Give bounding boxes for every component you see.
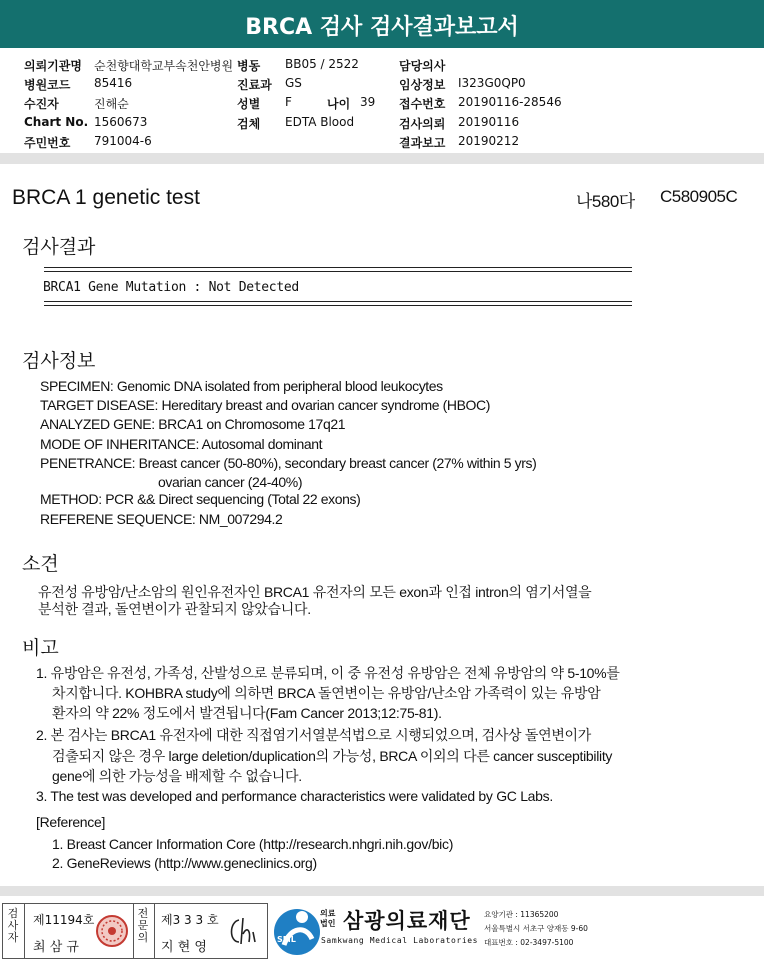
- reference-item: 1. Breast Cancer Information Core (http://research.nhgri.nih.gov/bic): [52, 836, 454, 852]
- header-divider: [0, 153, 764, 164]
- reference-item: 2. GeneReviews (http://www.geneclinics.org): [52, 855, 317, 871]
- result-line: BRCA1 Gene Mutation : Not Detected: [43, 280, 299, 295]
- address: 서울특별시 서초구 양재동 9-60: [484, 924, 588, 933]
- remark-line: gene에 의한 가능성을 배제할 수 없습니다.: [52, 768, 302, 784]
- header-label: 검체: [237, 117, 261, 131]
- org-name: 삼광의료재단: [343, 909, 471, 933]
- result-rule-top-1: [44, 267, 632, 268]
- info-heading: 검사정보: [22, 351, 96, 372]
- header-value: 20190212: [458, 134, 520, 148]
- report-title: BRCA 검사 검사결과보고서: [0, 0, 764, 48]
- box-divider-3: [154, 904, 155, 958]
- patient-info-block: [0, 52, 764, 152]
- header-label: 검사의뢰: [399, 117, 446, 131]
- remark-line: 차지합니다. KOHBRA study에 의하면 BRCA 돌연변이는 유방암/난소암 가족력이 있는 유방암: [52, 685, 601, 701]
- header-value: 1560673: [94, 115, 148, 129]
- footer-divider: [0, 886, 764, 896]
- signature-box: [2, 903, 268, 959]
- header-value: F: [285, 95, 292, 109]
- info-line: METHOD: PCR && Direct sequencing (Total 22 exons): [40, 491, 361, 507]
- info-line: SPECIMEN: Genomic DNA isolated from peripheral blood leukocytes: [40, 378, 443, 394]
- header-label: 담당의사: [399, 59, 446, 73]
- finding-line: 유전성 유방암/난소암의 원인유전자인 BRCA1 유전자의 모든 exon과 인접 intron의 염기서열을: [38, 584, 592, 600]
- header-label: 성별: [237, 97, 261, 111]
- finding-line: 분석한 결과, 돌연변이가 관찰되지 않았습니다.: [38, 601, 311, 617]
- logo-text: SML: [277, 935, 296, 944]
- expert-name: 지 현 영: [161, 940, 207, 955]
- header-label: 병원코드: [24, 78, 71, 92]
- tester-license: 제11194호: [33, 913, 95, 927]
- remark-line: 검출되지 않은 경우 large deletion/duplication의 가능성, BRCA 이외의 다른 cancer susceptibility: [52, 748, 613, 764]
- header-label: 결과보고: [399, 136, 446, 150]
- remarks-heading: 비고: [22, 638, 59, 659]
- result-heading: 검사결과: [22, 237, 96, 258]
- age-value: 39: [360, 95, 376, 109]
- header-value: 85416: [94, 76, 133, 90]
- remark-line: 2. 본 검사는 BRCA1 유전자에 대한 직접염기서열분석법으로 시행되었으며, 검사상 돌연변이가: [36, 727, 591, 743]
- header-label: 접수번호: [399, 97, 446, 111]
- signature-icon: [225, 912, 261, 950]
- header-value: 20190116-28546: [458, 95, 562, 109]
- header-label: Chart No.: [24, 115, 89, 129]
- tester-seal-icon: [95, 914, 129, 948]
- header-label: 의뢰기관명: [24, 59, 82, 73]
- specimen-code: 나580다: [576, 192, 635, 211]
- header-value: 진해순: [94, 97, 129, 111]
- phone: 대표번호 : 02-3497-5100: [484, 938, 574, 947]
- box-divider-2: [133, 904, 134, 958]
- expert-license: 제3 3 3 호: [161, 913, 219, 927]
- header-value: I323G0QP0: [458, 76, 526, 90]
- org-english: Samkwang Medical Laboratories: [321, 936, 479, 945]
- finding-heading: 소견: [22, 554, 59, 575]
- header-label: 임상정보: [399, 78, 446, 92]
- header-value: 20190116: [458, 115, 520, 129]
- org-prefix-1: 의료: [320, 909, 336, 918]
- result-rule-top-2: [44, 271, 632, 272]
- remark-line: 환자의 약 22% 정도에서 발견됩니다(Fam Cancer 2013;12:75-81).: [52, 705, 442, 721]
- info-line: TARGET DISEASE: Hereditary breast and ovarian cancer syndrome (HBOC): [40, 397, 491, 413]
- remark-line: 3. The test was developed and performance characteristics were validated by GC Labs.: [36, 788, 553, 804]
- header-value: 791004-6: [94, 134, 152, 148]
- info-line: ovarian cancer (24-40%): [158, 474, 303, 490]
- reference-heading: [Reference]: [36, 814, 106, 830]
- tester-name: 최 삼 규: [33, 940, 79, 955]
- remark-line: 1. 유방암은 유전성, 가족성, 산발성으로 분류되며, 이 중 유전성 유방암은 전체 유방암의 약 5-10%를: [36, 665, 620, 681]
- header-value: 순천향대학교부속천안병원: [94, 59, 234, 73]
- tester-label: 검사자: [7, 907, 19, 944]
- org-prefix: [320, 909, 335, 929]
- age-label: 나이: [327, 97, 351, 111]
- accession-code: C580905C: [660, 187, 738, 206]
- header-label: 주민번호: [24, 136, 71, 150]
- header-label: 진료과: [237, 78, 272, 92]
- result-rule-bottom-2: [44, 305, 632, 306]
- info-line: PENETRANCE: Breast cancer (50-80%), secondary breast cancer (27% within 5 yrs): [40, 455, 537, 471]
- header-label: 수진자: [24, 97, 59, 111]
- header-value: GS: [285, 76, 302, 90]
- expert-label: 전문의: [137, 907, 149, 944]
- sml-logo-icon: [272, 905, 322, 957]
- box-divider: [24, 904, 25, 958]
- info-line: ANALYZED GENE: BRCA1 on Chromosome 17q21: [40, 416, 346, 432]
- info-line: MODE OF INHERITANCE: Autosomal dominant: [40, 436, 323, 452]
- result-rule-bottom-1: [44, 301, 632, 302]
- header-value: BB05 / 2522: [285, 57, 359, 71]
- org-prefix-2: 법인: [320, 919, 336, 928]
- header-value: EDTA Blood: [285, 115, 355, 129]
- header-label: 병동: [237, 59, 261, 73]
- info-line: REFERENE SEQUENCE: NM_007294.2: [40, 511, 283, 527]
- test-title: BRCA 1 genetic test: [12, 186, 200, 209]
- reg-number: 요양기관 : 11365200: [484, 910, 559, 919]
